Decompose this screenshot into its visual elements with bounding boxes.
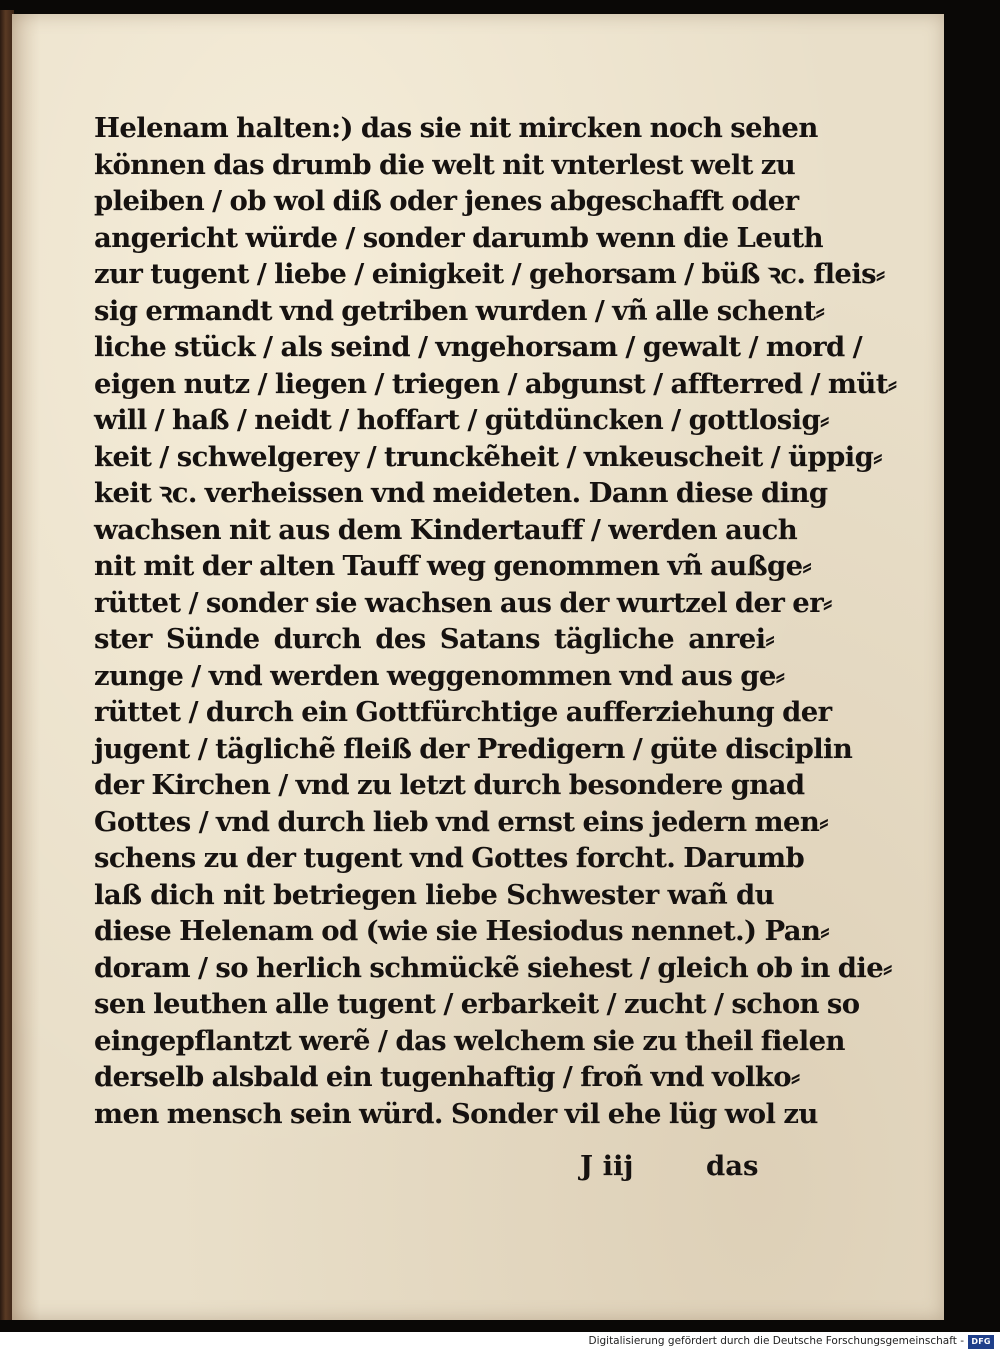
dfg-logo-icon: DFG	[968, 1335, 994, 1349]
text-line: keit ꝛc. verheissen vnd meideten. Dann diese ding	[94, 477, 828, 509]
text-line: sen leuthen alle tugent / erbarkeit / zucht / schon so	[94, 988, 860, 1020]
text-line: liche stück / als seind / vngehorsam / gewalt / mord /	[94, 331, 863, 363]
text-line: men mensch sein würd. Sonder vil ehe lüg wol zu	[94, 1097, 818, 1130]
text-line: will / haß / neidt / hoffart / gütdüncken / gottlosig⸗	[94, 404, 829, 436]
digitization-credit: Digitalisierung gefördert durch die Deutsche Forschungsgemeinschaft -	[588, 1335, 964, 1347]
page-text-block	[94, 110, 897, 1132]
signature-mark: J iij	[580, 1150, 634, 1182]
book-page	[12, 14, 944, 1320]
text-line: doram / so herlich schmückẽ siehest / gleich ob in die⸗	[94, 951, 892, 984]
text-line: rüttet / durch ein Gottfürchtige aufferziehung der	[94, 696, 832, 728]
text-line: diese Helenam od (wie sie Hesiodus nennet.) Pan⸗	[94, 915, 829, 947]
text-line: der Kirchen / vnd zu letzt durch besondere gnad	[94, 769, 805, 801]
text-line: keit / schwelgerey / trunckẽheit / vnkeuscheit / üppig⸗	[94, 440, 882, 473]
text-line: pleiben / ob wol diß oder jenes abgeschafft oder	[94, 185, 799, 217]
text-line: nit mit der alten Tauff weg genommen vñ außge⸗	[94, 550, 812, 582]
footer-bar	[0, 1332, 1000, 1352]
text-line: jugent / täglichẽ fleiß der Predigern / güte disciplin	[94, 732, 853, 765]
text-line: ster Sünde durch des Satans tägliche anrei⸗	[94, 623, 774, 655]
text-line: können das drumb die welt nit vnterlest welt zu	[94, 148, 796, 181]
text-line: Helenam halten:) das sie nit mircken noch sehen	[94, 112, 818, 144]
text-line: schens zu der tugent vnd Gottes forcht. Darumb	[94, 842, 805, 874]
text-line: angericht würde / sonder darumb wenn die Leuth	[94, 221, 823, 254]
text-line: eigen nutz / liegen / triegen / abgunst / affterred / müt⸗	[94, 367, 897, 400]
text-line: derselb alsbald ein tugenhaftig / froñ vnd volko⸗	[94, 1061, 800, 1093]
text-line: wachsen nit aus dem Kindertauff / werden auch	[94, 513, 798, 546]
catchword: das	[706, 1150, 759, 1182]
text-line: eingepflantzt werẽ / das welchem sie zu theil fielen	[94, 1024, 845, 1057]
text-line: zunge / vnd werden weggenommen vnd aus ge⸗	[94, 659, 785, 692]
text-line: rüttet / sonder sie wachsen aus der wurtzel der er⸗	[94, 586, 832, 619]
text-line: zur tugent / liebe / einigkeit / gehorsam / büß ꝛc. fleis⸗	[94, 258, 885, 290]
text-line: Gottes / vnd durch lieb vnd ernst eins jedern men⸗	[94, 805, 828, 838]
text-line: laß dich nit betriegen liebe Schwester wañ du	[94, 878, 774, 911]
text-line: sig ermandt vnd getriben wurden / vñ alle schent⸗	[94, 294, 825, 327]
